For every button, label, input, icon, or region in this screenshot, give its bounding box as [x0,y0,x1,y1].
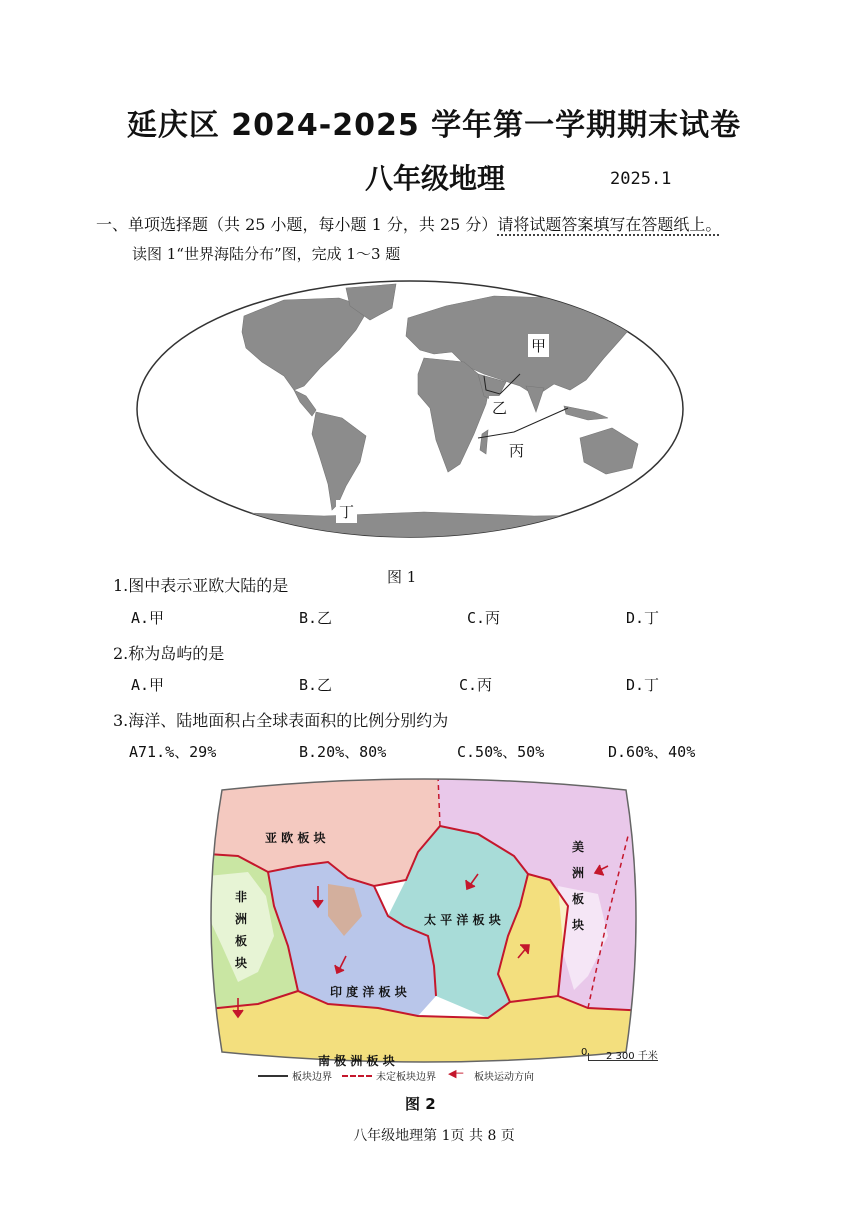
question-1-option-b[interactable]: B.乙 [299,609,333,627]
scale-zero: 0 [581,1047,588,1058]
exam-date: 2025.1 [610,169,672,189]
map-label-jia: 甲 [528,334,549,357]
legend-arrow-icon: ◀─ [448,1067,464,1080]
antarctica-shape [134,512,686,540]
question-2-option-d[interactable]: D.丁 [626,676,660,694]
plate-label-indian: 印 度 洋 板 块 [330,985,407,999]
question-1-option-c[interactable]: C.丙 [467,609,501,627]
legend-boundary: 板块边界 [292,1072,332,1083]
question-1-option-d[interactable]: D.丁 [626,609,660,627]
exam-subtitle: 八年级地理 [365,162,506,195]
exam-title: 延庆区 2024-2025 学年第一学期期末试卷 [126,108,742,143]
question-3-option-b[interactable]: B.20%、80% [299,743,387,761]
section-heading-emphasis: 请将试题答案填写在答题纸上。 [497,215,722,234]
question-3-option-d[interactable]: D.60%、40% [608,743,696,761]
plate-label-american: 美 洲 板 块 [572,840,585,932]
section-heading [96,212,721,235]
legend-undetermined-line [342,1075,372,1077]
question-1-stem: 1.图中表示亚欧大陆的是 [113,576,289,595]
figure1-instruction: 读图 1“世界海陆分布”图，完成 1～3 题 [132,245,401,263]
question-3-stem: 3.海洋、陆地面积占全球表面积的比例分别约为 [113,711,449,730]
legend-boundary-line [258,1075,288,1077]
question-3-option-a[interactable]: A71.%、29% [129,743,217,761]
plate-label-eurasian: 亚 欧 板 块 [265,831,326,845]
question-2-option-a[interactable]: A.甲 [131,676,165,694]
question-2-stem: 2.称为岛屿的是 [113,644,225,663]
legend-undetermined: 未定板块边界 [376,1072,436,1083]
figure1-caption: 图 1 [387,568,417,586]
scale-label: 2 300 千米 [606,1051,658,1062]
world-land-sea-map [134,278,686,540]
plate-label-antarctic: 南 极 洲 板 块 [318,1054,395,1068]
figure2-caption: 图 2 [405,1095,436,1113]
plate-label-african: 非 洲 板 块 [235,890,248,970]
plate-tectonics-map [178,776,670,1086]
question-2-option-b[interactable]: B.乙 [299,676,333,694]
question-3-option-c[interactable]: C.50%、50% [457,743,545,761]
question-2-option-c[interactable]: C.丙 [459,676,493,694]
legend-direction: 板块运动方向 [474,1072,534,1083]
plate-label-pacific: 太 平 洋 板 块 [424,913,501,927]
map-label-ding: 丁 [336,500,357,523]
section-heading-text: 一、单项选择题（共 25 小题，每小题 1 分，共 25 分） [96,215,498,234]
page-footer: 八年级地理第 1页 共 8 页 [353,1128,515,1144]
map-label-yi: 乙 [489,396,510,419]
question-1-option-a[interactable]: A.甲 [131,609,165,627]
map-label-bing: 丙 [505,437,534,469]
